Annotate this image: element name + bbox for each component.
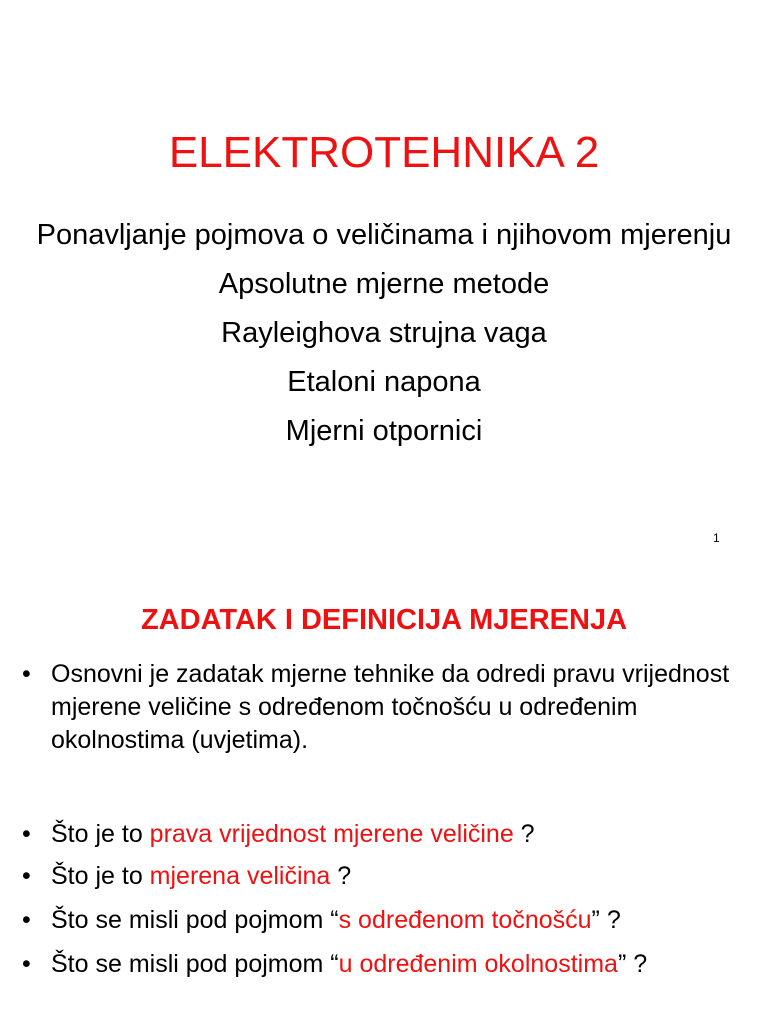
bullet-icon: • (22, 820, 31, 848)
bullet-icon: • (22, 660, 31, 688)
topic-list (30, 217, 738, 462)
bullet-icon: • (22, 906, 31, 934)
topic-item: Rayleighova strujna vaga (221, 317, 547, 349)
question-highlight: s određenom točnošću (338, 906, 592, 934)
bullet-item (22, 658, 752, 757)
question-prefix: Što je to (51, 820, 150, 848)
question-text (51, 818, 752, 851)
topic-item: Ponavljanje pojmova o veličinama i njihovom mjerenju (36, 219, 732, 251)
question-item (22, 860, 752, 893)
question-item (22, 948, 752, 981)
question-highlight: mjerena veličina (149, 862, 331, 890)
bullet-icon: • (22, 950, 31, 978)
question-suffix: ” ? (617, 950, 648, 978)
question-suffix: ? (513, 820, 535, 848)
slide-2 (0, 576, 768, 1024)
question-text (51, 948, 752, 981)
question-text (51, 904, 752, 937)
question-prefix: Što se misli pod pojmom “ (51, 906, 339, 934)
slide-title: ELEKTROTEHNIKA 2 (168, 128, 600, 177)
slide-number: 1 (713, 531, 720, 545)
slide-title: ZADATAK I DEFINICIJA MJERENJA (140, 604, 628, 636)
question-highlight: u određenim okolnostima (338, 950, 618, 978)
topic-item: Etaloni napona (287, 366, 481, 398)
topic-item: Mjerni otpornici (285, 415, 483, 447)
question-item (22, 818, 752, 851)
question-item (22, 904, 752, 937)
topic-item: Apsolutne mjerne metode (218, 268, 550, 300)
question-text (51, 860, 752, 893)
bullet-text: Osnovni je zadatak mjerne tehnike da odredi pravu vrijednost mjerene veličine s određenom točnošću u određenim okolnostima (uvjetima). (51, 660, 730, 754)
question-prefix: Što je to (51, 862, 150, 890)
question-highlight: prava vrijednost mjerene veličine (149, 820, 514, 848)
question-suffix: ” ? (591, 906, 621, 934)
question-prefix: Što se misli pod pojmom “ (51, 950, 339, 978)
question-suffix: ? (330, 862, 352, 890)
bullet-icon: • (22, 862, 31, 890)
